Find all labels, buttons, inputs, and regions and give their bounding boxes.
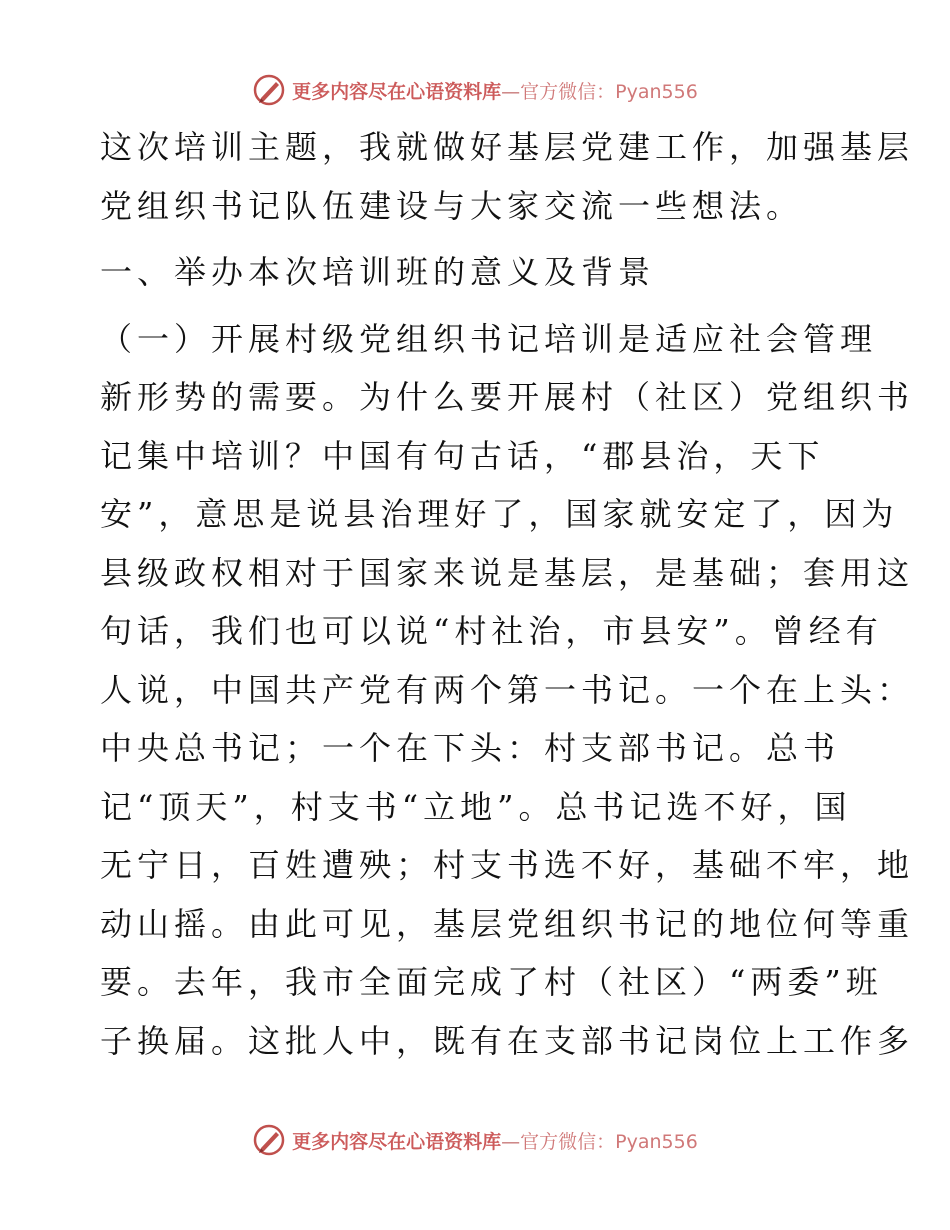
watermark-separator: — — [501, 80, 521, 103]
text-line: 县级政权相对于国家来说是基层，是基础；套用这 — [100, 553, 915, 592]
text-line: （一）开展村级党组织书记培训是适应社会管理 — [100, 319, 878, 358]
text-line: 人说，中国共产党有两个第一书记。一个在上头： — [100, 670, 915, 709]
text-line: 记“顶天”，村支书“立地”。总书记选不好，国 — [100, 787, 852, 826]
section-heading — [100, 243, 860, 302]
watermark-footer — [0, 1120, 950, 1160]
text-line: 动山摇。由此可见，基层党组织书记的地位何等重 — [100, 904, 915, 943]
watermark-text — [292, 77, 698, 104]
pen-logo-icon — [252, 1123, 286, 1157]
watermark-separator: — — [501, 1130, 521, 1153]
paragraph-subsection-1 — [100, 310, 915, 1071]
watermark-brand: 更多内容尽在心语资料库 — [292, 80, 502, 103]
text-line: 中央总书记；一个在下头：村支部书记。总书 — [100, 729, 841, 767]
text-line: 这次培训主题，我就做好基层党建工作，加强基层 — [100, 128, 915, 166]
text-line: 子换届。这批人中，既有在支部书记岗位上工作多 — [100, 1021, 915, 1060]
text-line: 句话，我们也可以说“村社治，市县安”。曾经有 — [100, 612, 883, 650]
text-line: 党组织书记队伍建设与大家交流一些想法。 — [100, 186, 804, 225]
paragraph-intro — [100, 118, 915, 235]
text-line: 安”，意思是说县治理好了，国家就安定了，因为 — [100, 495, 899, 533]
text-line: 记集中培训？中国有句古话，“郡县治，天下 — [100, 436, 825, 475]
pen-logo-icon — [252, 73, 286, 107]
watermark-brand: 更多内容尽在心语资料库 — [292, 1130, 502, 1153]
text-line: 新形势的需要。为什么要开展村（社区）党组织书 — [100, 378, 915, 416]
watermark-text — [292, 1127, 698, 1154]
watermark-official: 官方微信：Pyan556 — [520, 1130, 698, 1153]
document-body — [100, 118, 915, 1070]
heading-line: 一、举办本次培训班的意义及背景 — [100, 253, 656, 291]
text-line: 无宁日，百姓遭殃；村支书选不好，基础不牢，地 — [100, 846, 915, 884]
watermark-official: 官方微信：Pyan556 — [520, 80, 698, 103]
text-line: 要。去年，我市全面完成了村（社区）“两委”班 — [100, 963, 883, 1001]
watermark-header — [0, 70, 950, 110]
